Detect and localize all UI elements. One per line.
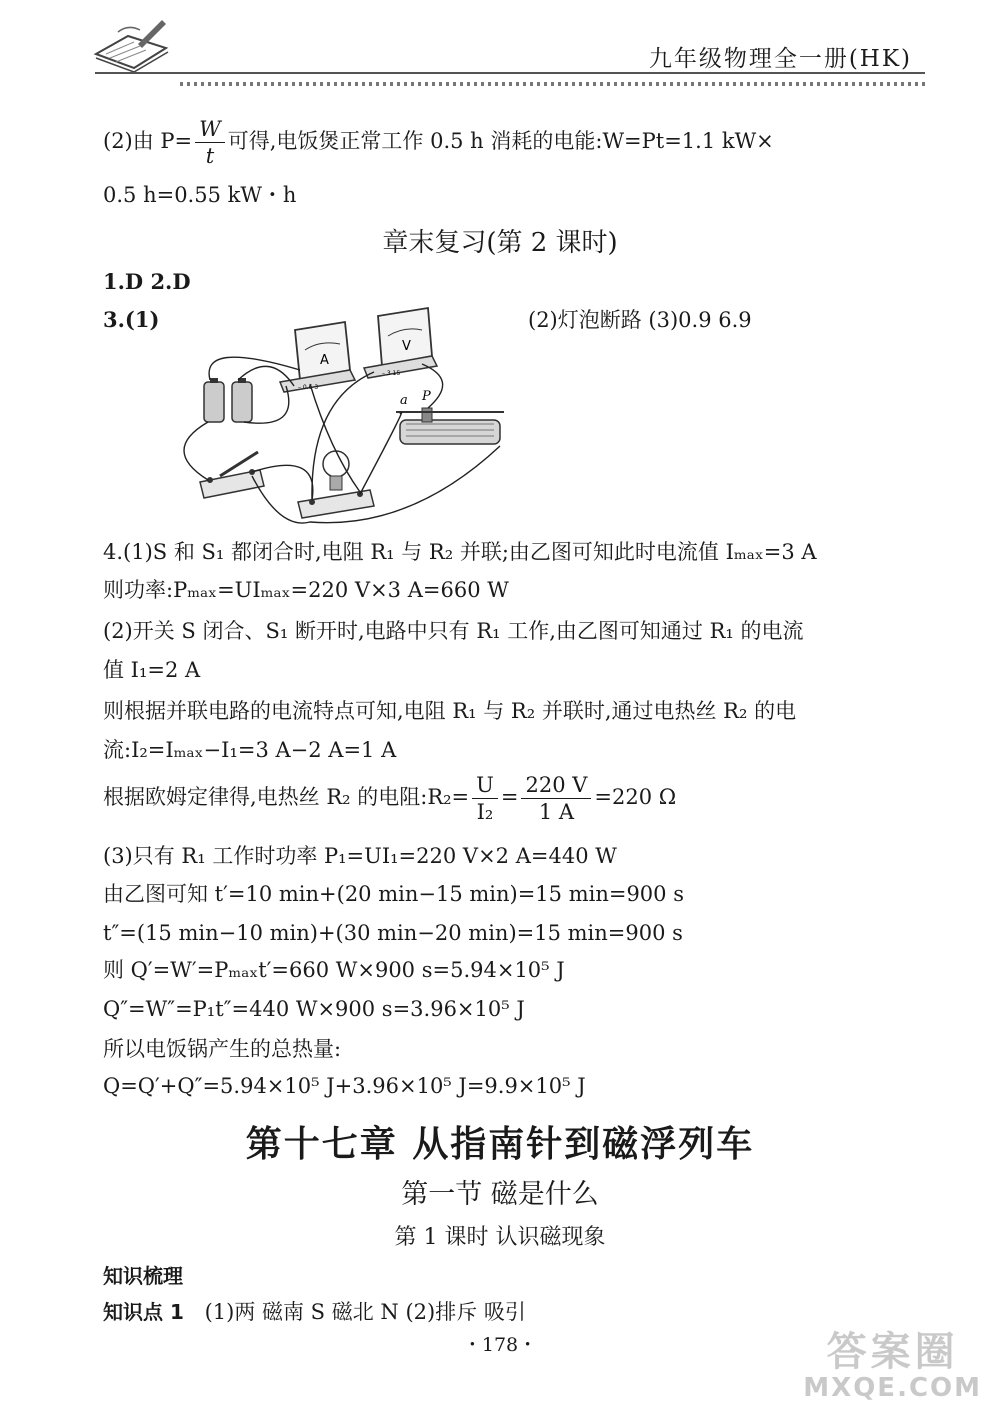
watermark-line-2: MXQE.COM [803, 1373, 982, 1403]
q4-line-7-pre: 根据欧姆定律得,电热丝 R₂ 的电阻:R₂= [103, 785, 470, 809]
knowledge-point-1 [103, 1298, 526, 1326]
fraction-denominator: t [205, 144, 215, 168]
intro-line-1 [103, 116, 774, 169]
answers-1-2: 1.D 2.D [103, 269, 191, 294]
knowledge-heading: 知识梳理 [103, 1264, 183, 1288]
q4-line-6: 流:I₂=Iₘₐₓ−I₁=3 A−2 A=1 A [103, 738, 397, 762]
review-title: 章末复习(第 2 课时) [382, 228, 618, 258]
knowledge-point-1-label: 知识点 1 [103, 1300, 184, 1324]
intro-line-2: 0.5 h=0.55 kW・h [103, 183, 297, 207]
question-3-label: 3.(1) [103, 307, 160, 332]
watermark-line-1: 答案圈 [826, 1329, 959, 1375]
question-3-answers: (2)灯泡断路 (3)0.9 6.9 [528, 308, 752, 332]
header-divider [95, 72, 925, 74]
q4-line-12: Q″=W″=P₁t″=440 W×900 s=3.96×10⁵ J [103, 997, 525, 1021]
intro-line-1-post: 可得,电饭煲正常工作 0.5 h 消耗的电能:W=Pt=1.1 kW× [227, 129, 774, 153]
page-number: ・178・ [462, 1334, 538, 1356]
fraction-denominator: I₂ [476, 800, 494, 824]
header-title: 九年级物理全一册(HK) [648, 46, 912, 72]
q4-line-7 [103, 772, 676, 825]
q4-line-2: 则功率:Pₘₐₓ=UIₘₐₓ=220 V×3 A=660 W [103, 578, 509, 602]
knowledge-point-1-text: (1)两 磁南 S 磁北 N (2)排斥 吸引 [204, 1300, 526, 1324]
q4-line-13: 所以电饭锅产生的总热量: [103, 1037, 342, 1061]
q4-line-5: 则根据并联电路的电流特点可知,电阻 R₁ 与 R₂ 并联时,通过电热丝 R₂ 的电 [103, 699, 797, 723]
q4-line-10: t″=(15 min−10 min)+(30 min−20 min)=15 min=900 s [103, 921, 683, 945]
header-dotted-line [180, 82, 925, 86]
q4-line-1-text: 4.(1)S 和 S₁ 都闭合时,电阻 R₁ 与 R₂ 并联;由乙图可知此时电流值 Iₘₐₓ=3 A [103, 540, 817, 564]
q4-line-3: (2)开关 S 闭合、S₁ 断开时,电路中只有 R₁ 工作,由乙图可知通过 R₁ 的电流 [103, 619, 804, 643]
fraction-w-over-t [195, 116, 225, 169]
intro-line-1-pre: (2)由 P= [103, 129, 193, 153]
fraction-220v-over-1a [521, 772, 591, 825]
switch [200, 452, 264, 498]
bulb [298, 451, 374, 518]
q4-line-9: 由乙图可知 t′=10 min+(20 min−15 min)=15 min=900 s [103, 882, 684, 906]
lesson-title: 第 1 课时 认识磁现象 [394, 1225, 606, 1250]
fraction-u-over-i2 [472, 772, 498, 825]
fraction-denominator: 1 A [538, 800, 575, 824]
battery-pack [204, 378, 252, 422]
voltmeter-letter: V [402, 339, 411, 354]
q4-line-14: Q=Q′+Q″=5.94×10⁵ J+3.96×10⁵ J=9.9×10⁵ J [103, 1074, 586, 1098]
header-logo [88, 14, 178, 76]
voltmeter-terminal-labels: – 3 15 [382, 370, 401, 377]
fraction-numerator: U [472, 772, 498, 799]
q4-line-7-post: =220 Ω [594, 785, 677, 809]
slider-label-a: a [400, 393, 408, 408]
watermark [803, 1320, 982, 1403]
q4-line-11: 则 Q′=W′=Pₘₐₓt′=660 W×900 s=5.94×10⁵ J [103, 958, 565, 982]
fraction-numerator: W [195, 116, 225, 143]
section-title: 第一节 磁是什么 [401, 1179, 599, 1210]
voltmeter [364, 308, 437, 378]
circuit-diagram [160, 300, 520, 530]
fraction-numerator: 220 V [521, 772, 591, 799]
q4-line-4: 值 I₁=2 A [103, 658, 201, 682]
rheostat [396, 389, 504, 444]
q4-line-8: (3)只有 R₁ 工作时功率 P₁=UI₁=220 V×2 A=440 W [103, 844, 617, 868]
q4-line-1 [103, 538, 817, 566]
ammeter-terminal-labels: – 0.6 3 [298, 384, 319, 391]
chapter-title: 第十七章 从指南针到磁浮列车 [245, 1123, 755, 1165]
ammeter-letter: A [320, 353, 329, 368]
slider-label-p: P [422, 389, 431, 404]
q4-line-7-eq: = [500, 785, 519, 809]
